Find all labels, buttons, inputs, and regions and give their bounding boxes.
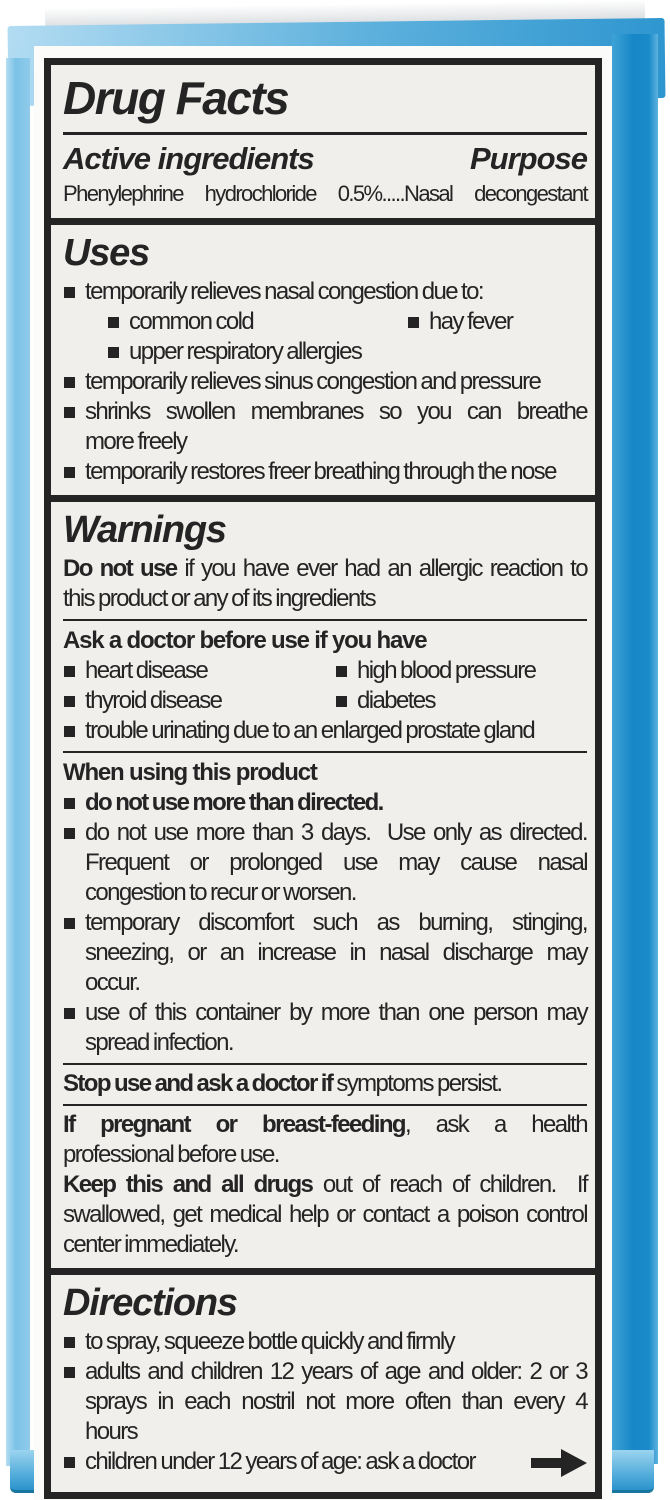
bullet-icon xyxy=(64,828,75,839)
section-rule xyxy=(63,1104,587,1106)
section-rule xyxy=(63,751,587,753)
directions-bullet-2: adults and children 12 years of age and older: 2 or 3 sprays in each nostril not more often than every 4 hours xyxy=(63,1357,587,1447)
when-using-heading: When using this product xyxy=(63,758,317,786)
uses-heading: Uses xyxy=(63,231,150,274)
condition-thyroid-disease: thyroid disease xyxy=(63,686,335,716)
condition-diabetes: diabetes xyxy=(335,686,587,716)
bullet-icon xyxy=(64,1367,75,1378)
conditions-row-2 xyxy=(63,686,587,716)
directions-bullet-1: to spray, squeeze bottle quickly and firmly xyxy=(63,1327,587,1357)
stop-use-line: Stop use and ask a doctor if symptoms persist. xyxy=(63,1069,502,1097)
bullet-icon xyxy=(408,317,419,328)
label-frame xyxy=(44,58,602,1499)
bullet-icon xyxy=(64,287,75,298)
continue-arrow-icon xyxy=(531,1447,587,1484)
purpose-heading: Purpose xyxy=(469,140,587,176)
uses-sub-bullet-common-cold: common cold xyxy=(107,307,407,337)
bullet-icon xyxy=(64,918,75,929)
uses-bullet-4: temporarily restores freer breathing through the nose xyxy=(63,457,587,487)
when-using-bullet-2: do not use more than 3 days. Use only as directed. Frequent or prolonged use may cause nasal congestion to recur or worsen. xyxy=(63,818,587,908)
directions-heading: Directions xyxy=(63,1281,237,1324)
when-using-bullet-1: do not use more than directed. xyxy=(63,788,587,818)
bullet-icon xyxy=(64,696,75,707)
bullet-icon xyxy=(64,377,75,388)
box-right-edge xyxy=(612,34,658,1464)
uses-sub-bullet-allergies: upper respiratory allergies xyxy=(107,337,587,367)
conditions-row-1 xyxy=(63,656,587,686)
bullet-icon xyxy=(64,407,75,418)
uses-sub-bullet-hay-fever: hay fever xyxy=(407,307,587,337)
bullet-icon xyxy=(336,696,347,707)
when-using-bullet-3: temporary discomfort such as burning, stinging, sneezing, or an increase in nasal discharge may occur. xyxy=(63,908,587,998)
section-warnings xyxy=(51,495,595,1268)
active-ingredients-row xyxy=(63,135,587,180)
bullet-icon xyxy=(64,798,75,809)
section-header xyxy=(51,65,595,218)
condition-prostate: trouble urinating due to an enlarged prostate gland xyxy=(63,716,587,746)
uses-bullet-2: temporarily relieves sinus congestion and pressure xyxy=(63,367,587,397)
section-rule xyxy=(63,1063,587,1065)
directions-bullet-3: children under 12 years of age: ask a doctor xyxy=(63,1447,587,1484)
section-rule xyxy=(63,619,587,621)
condition-high-blood-pressure: high blood pressure xyxy=(335,656,587,686)
bullet-icon xyxy=(64,726,75,737)
uses-sub-bullets-row xyxy=(107,307,587,337)
bullet-icon xyxy=(64,666,75,677)
warnings-heading: Warnings xyxy=(63,508,226,551)
bullet-icon xyxy=(64,1008,75,1019)
when-using-bullet-4: use of this container by more than one person may spread infection. xyxy=(63,998,587,1058)
drug-facts-title: Drug Facts xyxy=(63,72,289,124)
ingredient-line: Phenylephrine hydrochloride 0.5%.....Nasal decongestant xyxy=(63,180,587,206)
keep-away-paragraph: Keep this and all drugs out of reach of children. If swallowed, get medical help or contact a poison control center immediately. xyxy=(63,1170,587,1258)
section-uses xyxy=(51,218,595,495)
ask-doctor-heading: Ask a doctor before use if you have xyxy=(63,626,427,654)
section-directions xyxy=(51,1268,595,1492)
uses-bullet-3: shrinks swollen membranes so you can breathe more freely xyxy=(63,397,587,457)
condition-heart-disease: heart disease xyxy=(63,656,335,686)
do-not-use-lead: Do not use xyxy=(63,554,177,582)
pregnant-paragraph: If pregnant or breast-feeding, ask a health professional before use. xyxy=(63,1110,587,1168)
bullet-icon xyxy=(64,467,75,478)
bullet-icon xyxy=(108,317,119,328)
bullet-icon xyxy=(64,1337,75,1348)
bullet-icon xyxy=(108,347,119,358)
bullet-icon xyxy=(64,1457,75,1468)
drug-facts-label xyxy=(34,46,612,1500)
uses-bullet-1: temporarily relieves nasal congestion due to: xyxy=(63,277,587,307)
do-not-use-paragraph: Do not use if you have ever had an allergic reaction to this product or any of its ingredients xyxy=(63,554,588,612)
box-left-edge xyxy=(6,58,30,1466)
active-ingredients-heading: Active ingredients xyxy=(63,140,314,176)
bullet-icon xyxy=(336,666,347,677)
